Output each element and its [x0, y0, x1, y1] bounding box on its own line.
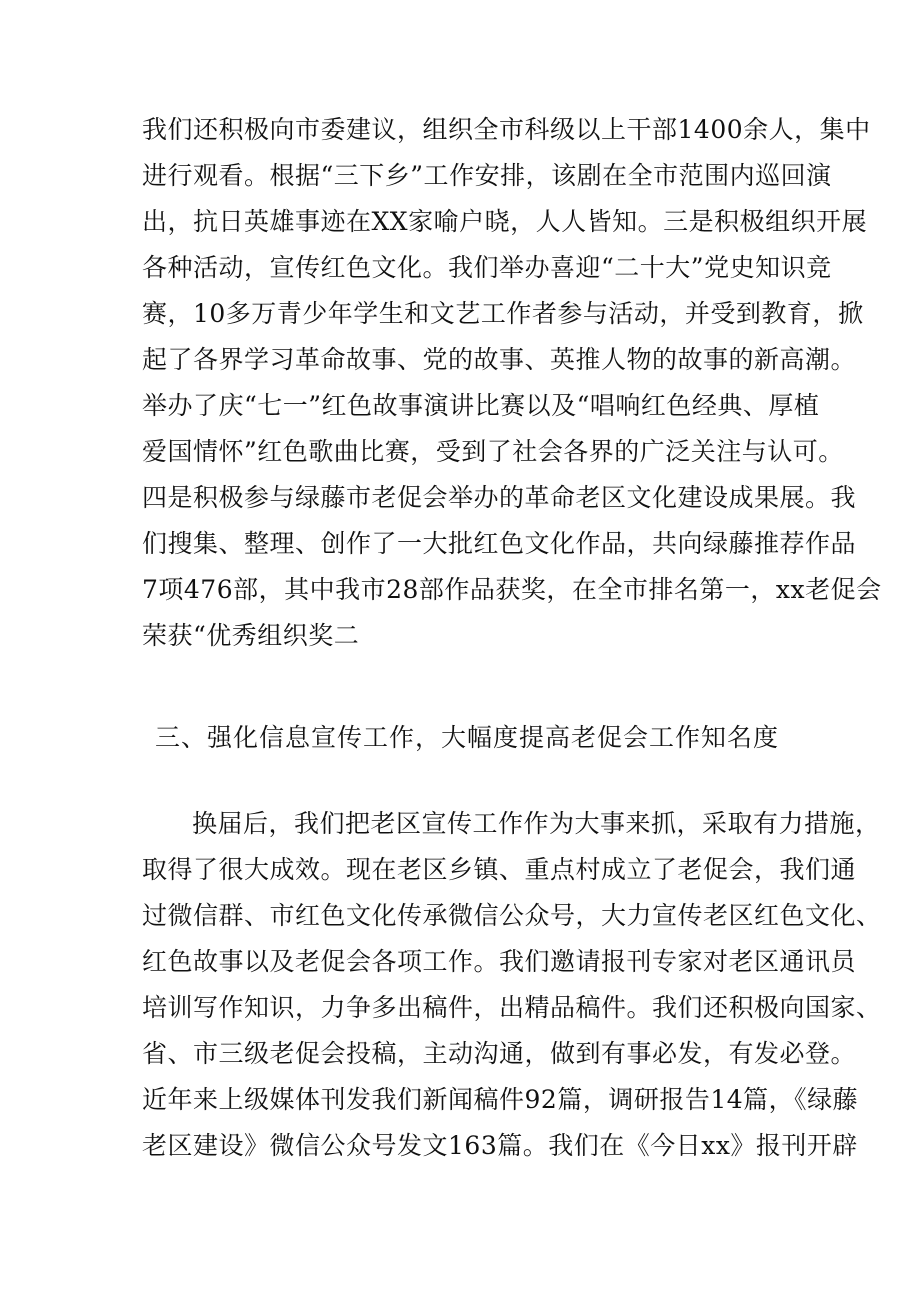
- paragraph-line: 红色故事以及老促会各项工作。我们邀请报刊专家对老区通讯员: [142, 947, 857, 976]
- paragraph-line: 举办了庆“七一”红色故事演讲比赛以及“唱响红色经典、厚植: [142, 391, 820, 420]
- paragraph-line: 起了各界学习革命故事、党的故事、英推人物的故事的新高潮。: [142, 345, 857, 374]
- paragraph-line: 过微信群、市红色文化传承微信公众号，大力宣传老区红色文化、: [142, 901, 882, 930]
- paragraph-line: 荣获“优秀组织奖二: [142, 621, 360, 650]
- paragraph-line: 近年来上级媒体刊发我们新闻稿件92篇，调研报告14篇，《绿藤: [142, 1085, 859, 1114]
- paragraph-line: 四是积极参与绿藤市老促会举办的革命老区文化建设成果展。我: [142, 483, 857, 512]
- paragraph-line: 我们还积极向市委建议，组织全市科级以上干部1400余人，集中: [142, 115, 871, 144]
- paragraph-line: 爱国情怀”红色歌曲比赛，受到了社会各界的广泛关注与认可。: [142, 437, 844, 466]
- paragraph-line: 老区建设》微信公众号发文163篇。我们在《今日xx》报刊开辟: [142, 1131, 858, 1160]
- paragraph-line: 省、市三级老促会投稿，主动沟通，做到有事必发，有发必登。: [142, 1039, 857, 1068]
- paragraph-line: 取得了很大成效。现在老区乡镇、重点村成立了老促会，我们通: [142, 855, 857, 884]
- paragraph-line: 各种活动，宣传红色文化。我们举办喜迎“二十大”党史知识竞: [142, 253, 832, 282]
- paragraph-line: 7项476部，其中我市28部作品获奖，在全市排名第一，xx老促会: [142, 575, 882, 604]
- paragraph-line: 换届后，我们把老区宣传工作作为大事来抓，采取有力措施，: [192, 809, 881, 838]
- paragraph-line: 们搜集、整理、创作了一大批红色文化作品，共向绿藤推荐作品: [142, 529, 857, 558]
- paragraph-line: 赛，10多万青少年学生和文艺工作者参与活动，并受到教育，掀: [142, 299, 864, 328]
- paragraph-line: 进行观看。根据“三下乡”工作安排，该剧在全市范围内巡回演: [142, 161, 832, 190]
- paragraph-line: 出，抗日英雄事迹在XX家喻户晓，人人皆知。三是积极组织开展: [142, 207, 868, 236]
- paragraph-line: 培训写作知识，力争多出稿件，出精品稿件。我们还积极向国家、: [142, 993, 882, 1022]
- section-heading: 三、强化信息宣传工作，大幅度提高老促会工作知名度: [154, 723, 779, 752]
